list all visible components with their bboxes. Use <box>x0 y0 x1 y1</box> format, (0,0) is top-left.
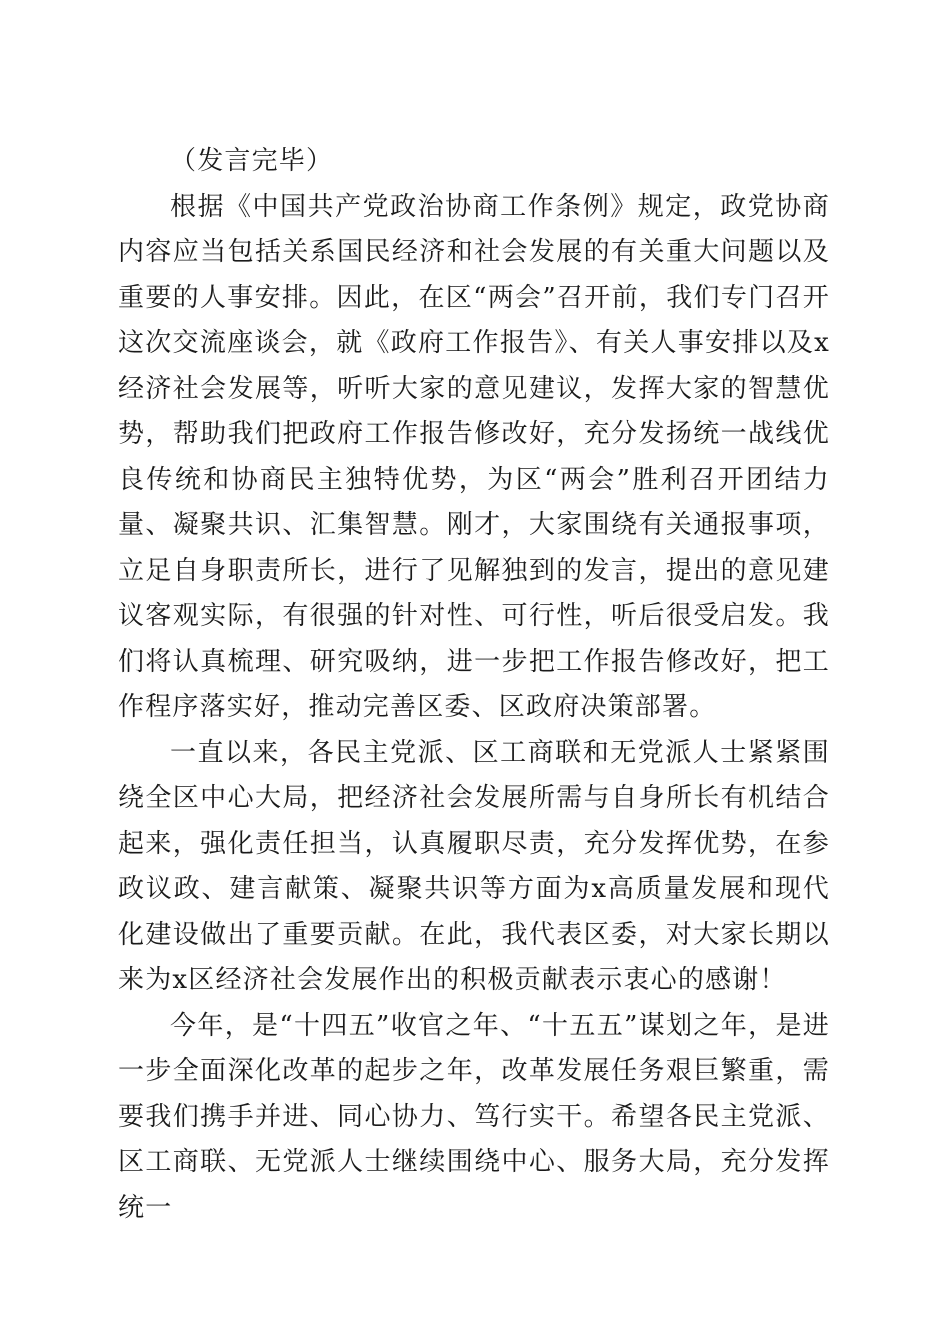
closing-remark: （发言完毕） <box>170 146 334 176</box>
document-body <box>118 139 830 1231</box>
paragraph-expectations: 今年，是“十四五”收官之年、“十五五”谋划之年，是进一步全面深化改革的起步之年，改革发展任务艰巨繁重，需要我们携手并进、同心协力、笃行实干。希望各民主党派、区工商联、无党派人士继续围绕中心、服务大局，充分发挥统一 <box>118 1010 830 1223</box>
paragraph-appreciation: 一直以来，各民主党派、区工商联和无党派人士紧紧围绕全区中心大局，把经济社会发展所需与自身所长有机结合起来，强化责任担当，认真履职尽责，充分发挥优势，在参政议政、建言献策、凝聚共识等方面为x高质量发展和现代化建设做出了重要贡献。在此，我代表区委，对大家长期以来为x区经济社会发展作出的积极贡献表示衷心的感谢！ <box>118 737 830 995</box>
paragraph-consultation: 根据《中国共产党政治协商工作条例》规定，政党协商内容应当包括关系国民经济和社会发展的有关重大问题以及重要的人事安排。因此，在区“两会”召开前，我们专门召开这次交流座谈会，就《政府工作报告》、有关人事安排以及x经济社会发展等，听听大家的意见建议，发挥大家的智慧优势，帮助我们把政府工作报告修改好，充分发扬统一战线优良传统和协商民主独特优势，为区“两会”胜利召开团结力量、凝聚共识、汇集智慧。刚才，大家围绕有关通报事项，立足自身职责所长，进行了见解独到的发言，提出的意见建议客观实际，有很强的针对性、可行性，听后很受启发。我们将认真梳理、研究吸纳，进一步把工作报告修改好，把工作程序落实好，推动完善区委、区政府决策部署。 <box>118 191 830 722</box>
